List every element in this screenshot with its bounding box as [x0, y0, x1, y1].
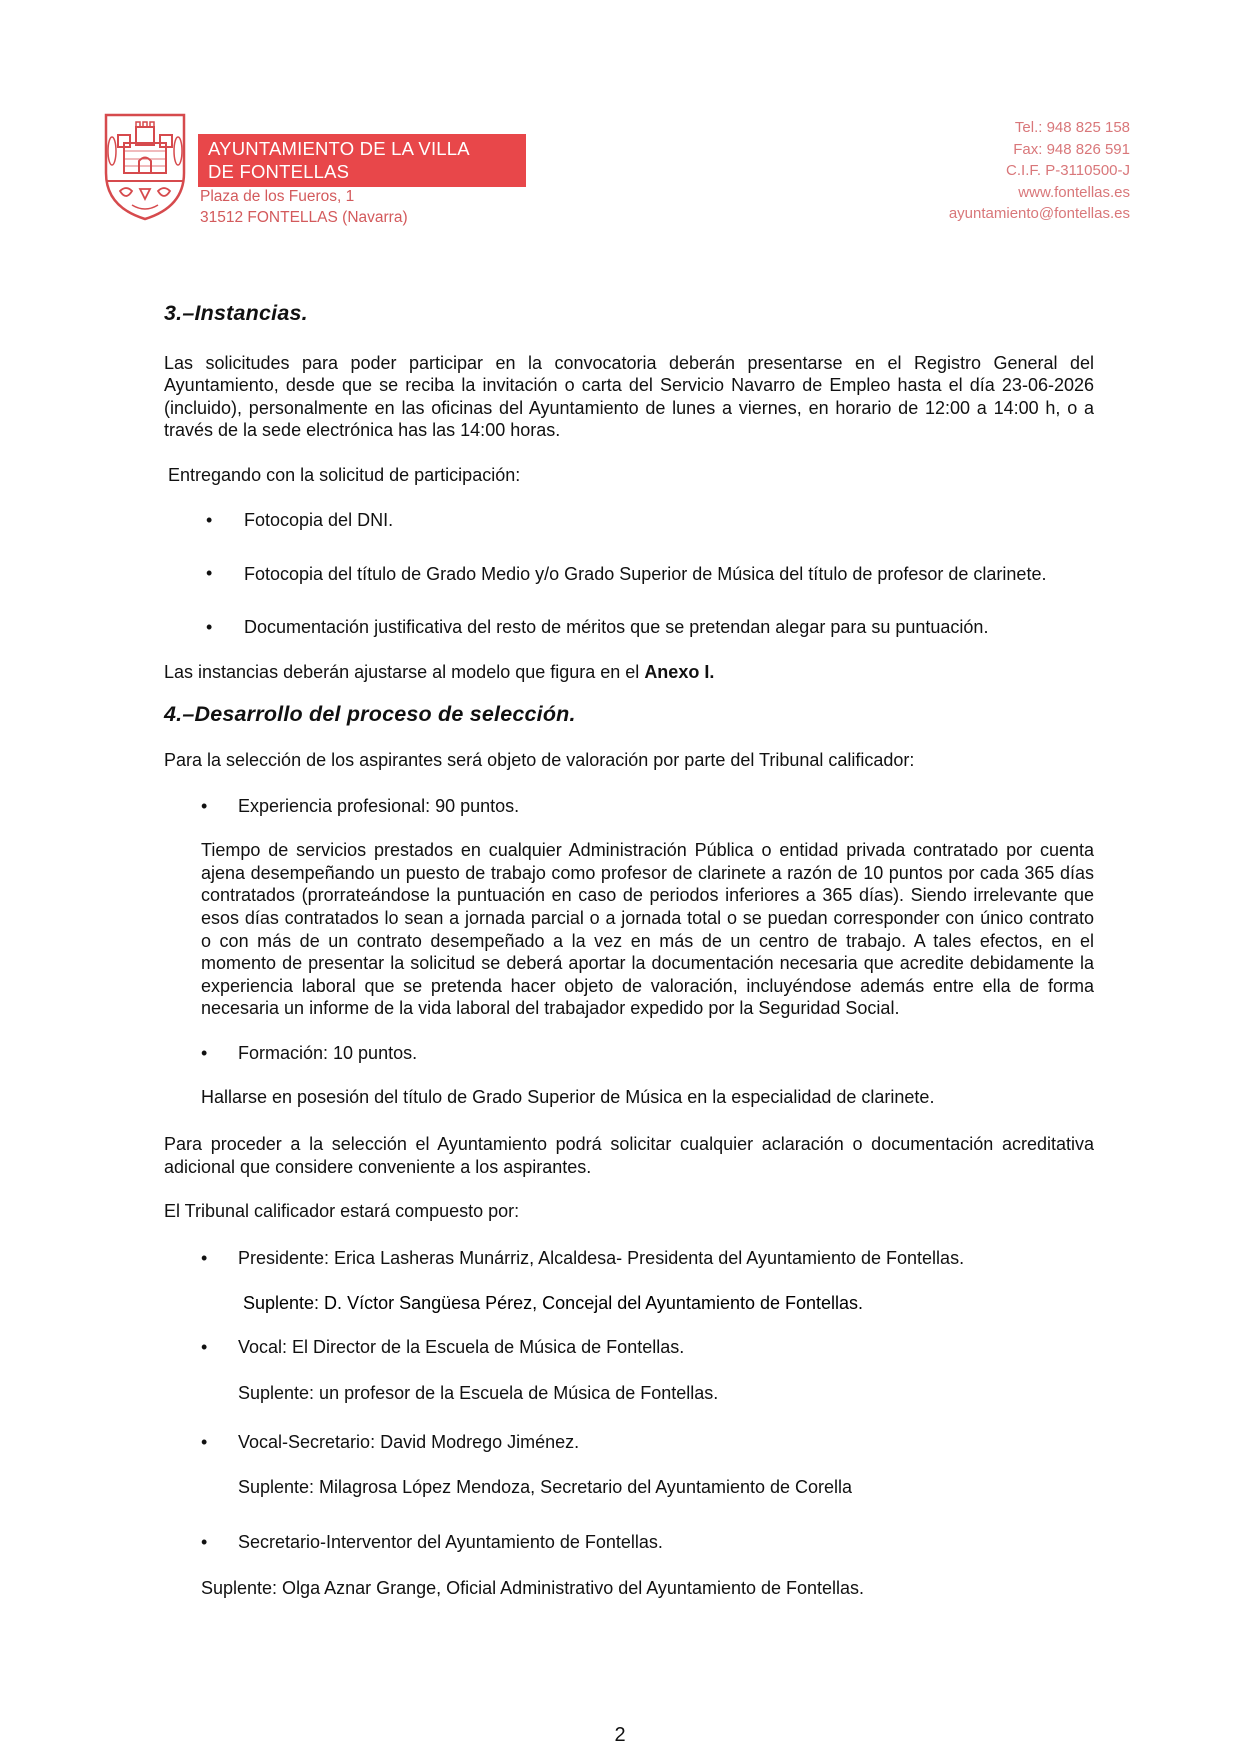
document-list-item — [164, 509, 1094, 532]
section-4-heading: 4.–Desarrollo del proceso de selección. — [164, 702, 576, 727]
instance-model-sentence: Las instancias deberán ajustarse al modelo que figura en el — [164, 661, 645, 682]
training-criterion-label: Formación: 10 puntos. — [238, 1042, 418, 1063]
document-list-item-text: Fotocopia del título de Grado Medio y/o Grado Superior de Música del título de profesor de clarinete. — [244, 564, 1047, 585]
bullet-icon: • — [201, 1532, 208, 1553]
tax-id: C.I.F. P-3110500-J — [1006, 162, 1130, 179]
tribunal-substitute-text: Suplente: Olga Aznar Grange, Oficial Administrativo del Ayuntamiento de Fontellas. — [201, 1578, 865, 1598]
tribunal-substitute-text: Suplente: D. Víctor Sangüesa Pérez, Concejal del Ayuntamiento de Fontellas. — [243, 1293, 864, 1314]
fax-number: Fax: 948 826 591 — [1013, 140, 1130, 158]
experience-criterion-text: Tiempo de servicios prestados en cualquier Administración Pública o entidad privada contratado por cuenta ajena desempeñando un puesto de trabajo como profesor de clarinete a razón de 10 puntos por cada 365 días contratados (prorrateándose la puntuación en caso de periodos inferiores a 365 días). Siendo irrelevante que esos días contratados lo sean a jornada parcial o a jornada total o se puedan corresponder con único contrato o con más de un contrato desempeñado a la vez en más de un centro de trabajo. A tales efectos, en el momento de presentar la solicitud se deberá aportar la documentación necesaria que acredite debidamente la experiencia laboral que se pretenda hacer objeto de valoración, incluyéndose además entre ella de forma necesaria un informe de la vida laboral del trabajador expedido por la Seguridad Social. — [201, 840, 1094, 1019]
address-line2: 31512 FONTELLAS (Navarra) — [200, 209, 408, 226]
clarification-paragraph: Para proceder a la selección el Ayuntamiento podrá solicitar cualquier aclaración o documentación acreditativa adicional que considere conveniente a los aspirantes. — [164, 1134, 1094, 1177]
training-criterion-text: Hallarse en posesión del título de Grado Superior de Música en la especialidad de clarinete. — [201, 1087, 935, 1108]
tribunal-member-item — [164, 1531, 1094, 1554]
annex-reference: Anexo I. — [644, 661, 715, 682]
bullet-icon: • — [206, 509, 213, 530]
instance-model-text — [164, 661, 1094, 684]
letterhead — [0, 0, 1240, 240]
criteria-list-item — [164, 795, 1094, 818]
tribunal-member-text: Vocal-Secretario: David Modrego Jiménez. — [238, 1432, 580, 1453]
criteria-list-item — [164, 1042, 1094, 1065]
website-link[interactable]: www.fontellas.es — [1018, 183, 1130, 201]
bullet-icon: • — [201, 795, 208, 816]
bullet-icon: • — [206, 617, 213, 638]
bullet-icon: • — [201, 1337, 208, 1358]
contact-block — [949, 117, 1130, 225]
organization-name-banner — [198, 134, 526, 187]
delivery-intro-text: Entregando con la solicitud de participación: — [168, 464, 521, 485]
bullet-icon: • — [201, 1432, 208, 1453]
organization-name-line1: AYUNTAMIENTO DE LA VILLA — [208, 138, 470, 159]
phone-number: Tel.: 948 825 158 — [1014, 119, 1130, 136]
bullet-icon: • — [201, 1247, 208, 1268]
section-3-heading: 3.–Instancias. — [164, 301, 308, 325]
section-4-intro-paragraph: Para la selección de los aspirantes será objeto de valoración por parte del Tribunal calificador: — [164, 749, 915, 770]
tribunal-member-text: Secretario-Interventor del Ayuntamiento de Fontellas. — [238, 1532, 663, 1553]
tribunal-substitute-text: Suplente: Milagrosa López Mendoza, Secretario del Ayuntamiento de Corella — [238, 1476, 853, 1497]
tribunal-member-item — [164, 1247, 1094, 1270]
tribunal-member-text: Vocal: El Director de la Escuela de Música de Fontellas. — [238, 1337, 685, 1358]
tribunal-intro-text: El Tribunal calificador estará compuesto por: — [164, 1201, 520, 1222]
tribunal-member-item — [164, 1336, 1094, 1359]
tribunal-member-item — [164, 1431, 1094, 1454]
bullet-icon: • — [201, 1042, 208, 1063]
experience-criterion-label: Experiencia profesional: 90 puntos. — [238, 795, 520, 816]
bullet-icon: • — [206, 563, 213, 584]
page-number: 2 — [614, 1724, 626, 1746]
town-crest-logo — [102, 111, 188, 223]
document-list-item-text: Fotocopia del DNI. — [244, 509, 394, 530]
tribunal-substitute-text: Suplente: un profesor de la Escuela de Música de Fontellas. — [238, 1382, 719, 1403]
address-line1: Plaza de los Fueros, 1 — [200, 188, 355, 205]
document-list-item — [164, 616, 1094, 639]
document-list-item — [164, 562, 1094, 587]
document-list-item-text: Documentación justificativa del resto de méritos que se pretendan alegar para su puntuación. — [244, 617, 989, 638]
section-3-intro-paragraph: Las solicitudes para poder participar en la convocatoria deberán presentarse en el Registro General del Ayuntamiento, desde que se reciba la invitación o carta del Servicio Navarro de Empleo hasta el día 23-06-2026 (incluido), personalmente en las oficinas del Ayuntamiento de lunes a viernes, en horario de 12:00 a 14:00 h, o a través de la sede electrónica has las 14:00 horas. — [164, 352, 1094, 441]
document-body — [164, 302, 1094, 1600]
email-link[interactable]: ayuntamiento@fontellas.es — [948, 205, 1130, 222]
tribunal-member-text: Presidente: Erica Lasheras Munárriz, Alcaldesa- Presidenta del Ayuntamiento de Fontellas. — [238, 1247, 965, 1268]
organization-name-line2: DE FONTELLAS — [208, 161, 350, 182]
